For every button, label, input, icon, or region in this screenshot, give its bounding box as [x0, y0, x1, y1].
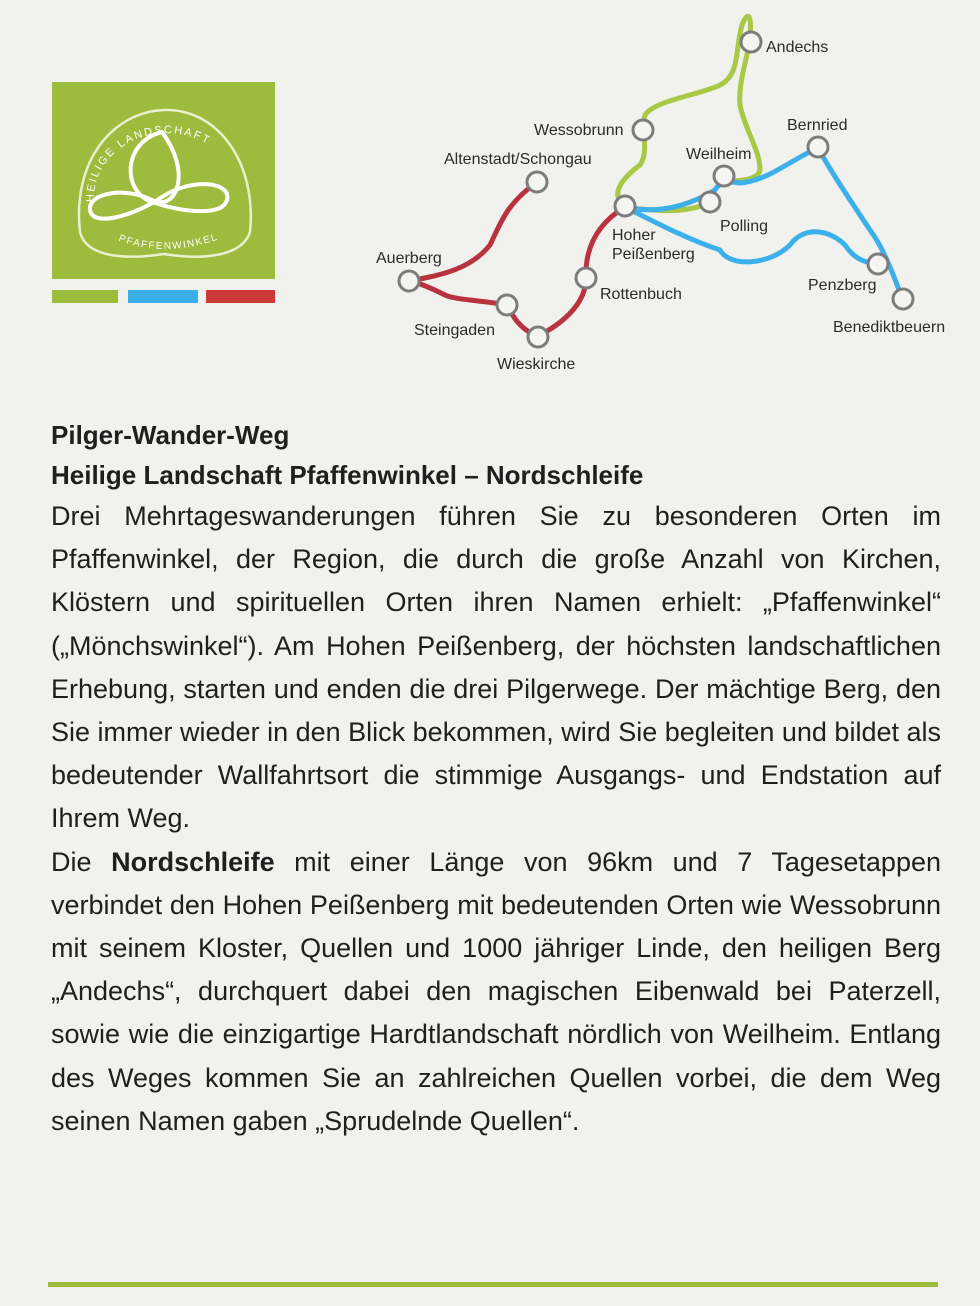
route-red — [410, 182, 625, 336]
logo-bar-red — [206, 290, 275, 303]
logo-text-top: HEILIGE LANDSCHAFT — [84, 124, 213, 203]
station-wessobrunn — [633, 120, 653, 140]
station-bernried — [808, 137, 828, 157]
label-bernried: Bernried — [787, 117, 848, 134]
station-wieskirche — [528, 327, 548, 347]
label-wessobrunn: Wessobrunn — [534, 122, 624, 139]
label-wieskirche: Wieskirche — [497, 356, 576, 373]
station-weilheim — [714, 166, 734, 186]
svg-text:PFAFFENWINKEL — [117, 232, 220, 252]
nordschleife-bold: Nordschleife — [111, 846, 275, 877]
station-auerberg — [399, 271, 419, 291]
route-green — [618, 16, 760, 207]
label-andechs: Andechs — [766, 39, 829, 56]
label-auerberg: Auerberg — [376, 250, 442, 267]
heading-line-2: Heilige Landschaft Pfaffenwinkel – Nordschleife — [51, 460, 644, 490]
station-altenstadt — [527, 172, 547, 192]
label-penzberg: Penzberg — [808, 277, 877, 294]
label-steingaden: Steingaden — [414, 322, 495, 339]
label-rottenbuch: Rottenbuch — [600, 286, 682, 303]
route-map — [360, 0, 980, 390]
paragraph-rest: mit einer Länge von 96km und 7 Tagesetappen verbindet den Hohen Peißenberg mit bedeutenden Orten wie Wessobrunn mit seinem Kloster, Quellen und 1000 jähriger Linde, den heiligen Berg „Andechs“, durchquert dabei den magischen Eibenwald bei Paterzell, sowie wie die einzigartige Hardtlandschaft nördlich von Weilheim. Entlang des Weges kommen Sie an zahlreichen Quellen vorbei, die dem Weg seinen Namen gaben „Sprudelnde Quellen“. — [51, 846, 941, 1136]
label-weilheim: Weilheim — [686, 146, 752, 163]
logo-bar-blue — [128, 290, 198, 303]
paragraph-nordschleife — [51, 841, 941, 1143]
station-andechs — [741, 32, 761, 52]
label-benediktbeuern: Benediktbeuern — [833, 319, 946, 336]
station-rottenbuch — [576, 268, 596, 288]
station-hoher-peissenberg — [615, 196, 635, 216]
trefoil-logo-icon — [52, 82, 275, 279]
label-polling: Polling — [720, 218, 769, 235]
station-polling — [700, 192, 720, 212]
logo-text-bottom: PFAFFENWINKEL — [117, 231, 220, 253]
label-peissenberg: Peißenberg — [612, 246, 695, 263]
station-benediktbeuern — [893, 289, 913, 309]
heading-line-1: Pilger-Wander-Weg — [51, 420, 290, 450]
label-hoher: Hoher — [612, 227, 656, 244]
logo — [52, 82, 275, 279]
paragraph-intro: Drei Mehrtageswanderungen führen Sie zu besonderen Orten im Pfaffenwinkel, der Region, die durch die große Anzahl von Kirchen, Klöstern und spirituellen Orten ihren Namen erhielt: „Pfaffenwinkel“ („Mönchswinkel“). Am Hohen Peißenberg, der höchsten landschaftlichen Erhebung, starten und enden die drei Pilgerwege. Der mächtige Berg, den Sie immer wieder in den Blick bekommen, wird Sie begleiten und bildet als bedeutender Wallfahrtsort die stimmige Ausgangs- und Endstation auf Ihrem Weg. — [51, 501, 941, 834]
bottom-rule — [48, 1282, 938, 1287]
text-block — [51, 415, 941, 1143]
svg-text:HEILIGE LANDSCHAFT — [85, 124, 213, 202]
station-steingaden — [497, 295, 517, 315]
label-altenstadt: Altenstadt/Schongau — [444, 151, 592, 168]
station-penzberg — [868, 254, 888, 274]
logo-bar-green — [52, 290, 118, 303]
paragraph-lead: Die — [51, 846, 112, 877]
